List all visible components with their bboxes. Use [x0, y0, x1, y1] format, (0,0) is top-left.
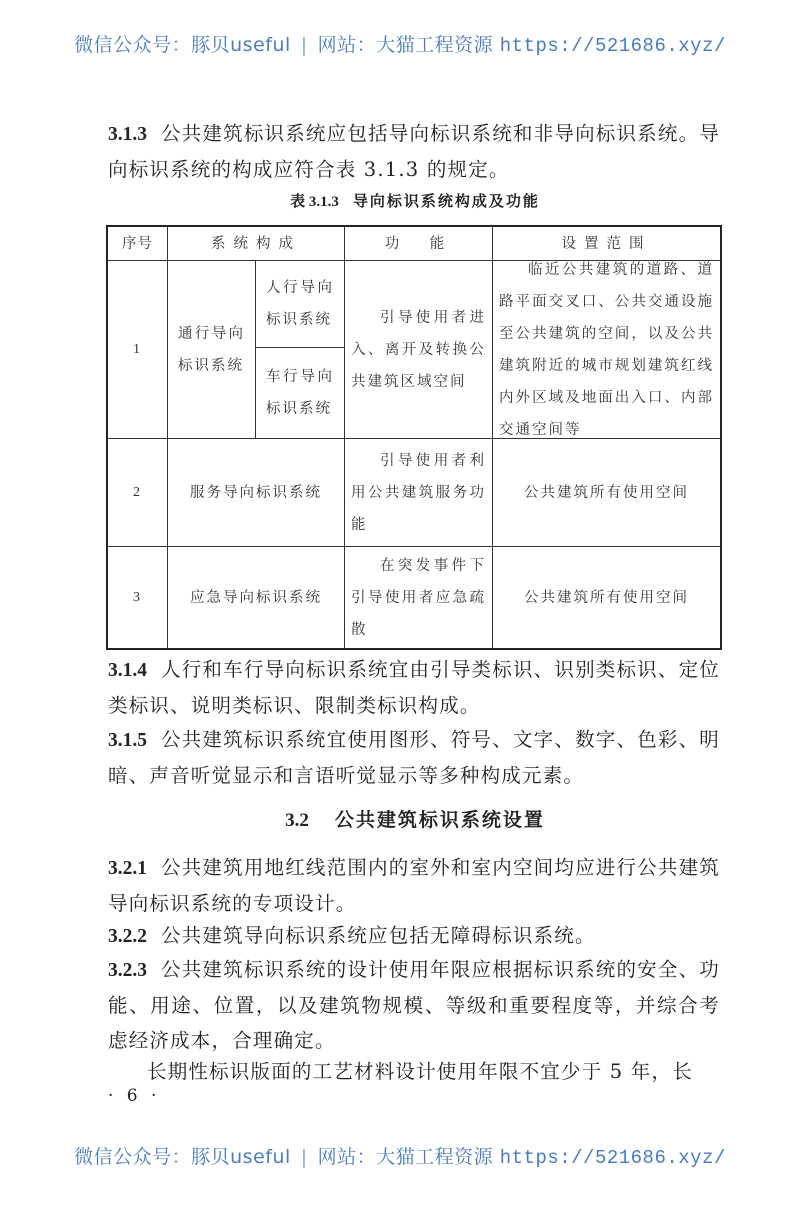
row3-seq: 3	[133, 589, 142, 605]
watermark-top	[0, 30, 800, 57]
watermark-site-label: 网站：大猫工程资源	[317, 34, 494, 56]
table-caption	[0, 190, 800, 211]
clause-3-1-5	[108, 722, 720, 793]
watermark-separator: |	[300, 1146, 308, 1168]
row2-scope: 公共建筑所有使用空间	[524, 484, 689, 501]
header-system: 系统构成	[211, 235, 301, 252]
clause-3-2-2	[108, 918, 720, 954]
row2-function: 引导使用者利用公共建筑服务功能	[351, 452, 486, 533]
page-number: · 6 ·	[108, 1086, 161, 1106]
clause-3-1-3	[108, 116, 720, 187]
table-number: 表 3.1.3	[290, 194, 339, 210]
watermark-bottom	[0, 1142, 800, 1169]
clause-text: 人行和车行导向标识系统宜由引导类标识、识别类标识、定位类标识、说明类标识、限制类标识构成。	[108, 658, 720, 717]
clause-number: 3.1.5	[108, 730, 147, 751]
row2-seq: 2	[133, 484, 142, 500]
row1-subsystem-vehicle: 车行导向标识系统	[266, 369, 334, 417]
clause-number: 3.2.3	[108, 960, 147, 981]
watermark-wechat: 微信公众号：豚贝useful	[74, 1146, 291, 1168]
clause-text: 公共建筑导向标识系统应包括无障碍标识系统。	[161, 924, 596, 947]
clause-text: 公共建筑标识系统的设计使用年限应根据标识系统的安全、功能、用途、位置，以及建筑物规模、等级和重要程度等，并综合考虑经济成本，合理确定。	[108, 958, 720, 1052]
row2-system: 服务导向标识系统	[190, 484, 322, 501]
header-function: 功 能	[384, 235, 453, 252]
table-title: 导向标识系统构成及功能	[352, 192, 540, 210]
row3-function: 在突发事件下引导使用者应急疏散	[351, 557, 486, 638]
header-scope: 设置范围	[561, 235, 652, 252]
clause-number: 3.2.1	[108, 858, 147, 879]
section-number: 3.2	[285, 810, 309, 831]
row3-scope: 公共建筑所有使用空间	[524, 589, 689, 606]
row1-function: 引导使用者进入、离开及转换公共建筑区域空间	[351, 309, 486, 390]
clause-3-2-1	[108, 850, 720, 921]
watermark-site-label: 网站：大猫工程资源	[317, 1146, 494, 1168]
clause-text: 公共建筑标识系统宜使用图形、符号、文字、数字、色彩、明暗、声音听觉显示和言语听觉显示等多种构成元素。	[108, 728, 720, 787]
row1-subsystem-pedestrian: 人行导向标识系统	[266, 280, 334, 328]
row1-system: 通行导向标识系统	[178, 325, 245, 374]
header-seq: 序号	[122, 235, 153, 252]
clause-3-2-3-continuation: 长期性标识版面的工艺材料设计使用年限不宜少于 5 年，长	[147, 1060, 693, 1083]
watermark-separator: |	[300, 34, 308, 56]
clause-text: 公共建筑标识系统应包括导向标识系统和非导向标识系统。导向标识系统的构成应符合表 3.1.3 的规定。	[108, 122, 720, 181]
row1-seq: 1	[133, 341, 142, 357]
row1-scope: 临近公共建筑的道路、道路平面交叉口、公共交通设施至公共建筑的空间，以及公共建筑附近的城市规划建筑红线内外区域及地面出入口、内部交通空间等	[499, 261, 714, 438]
section-heading	[0, 805, 800, 832]
clause-text: 公共建筑用地红线范围内的室外和室内空间均应进行公共建筑导向标识系统的专项设计。	[108, 856, 720, 915]
watermark-url[interactable]: https://521686.xyz/	[499, 35, 726, 57]
row3-system: 应急导向标识系统	[190, 589, 322, 606]
clause-3-1-4	[108, 652, 720, 723]
clause-3-2-3	[108, 952, 720, 1058]
watermark-url[interactable]: https://521686.xyz/	[499, 1147, 726, 1169]
clause-number: 3.1.3	[108, 124, 147, 145]
clause-number: 3.2.2	[108, 926, 147, 947]
guidance-sign-system-table	[106, 225, 722, 650]
watermark-wechat: 微信公众号：豚贝useful	[74, 34, 291, 56]
section-title: 公共建筑标识系统设置	[334, 809, 545, 831]
clause-number: 3.1.4	[108, 660, 147, 681]
